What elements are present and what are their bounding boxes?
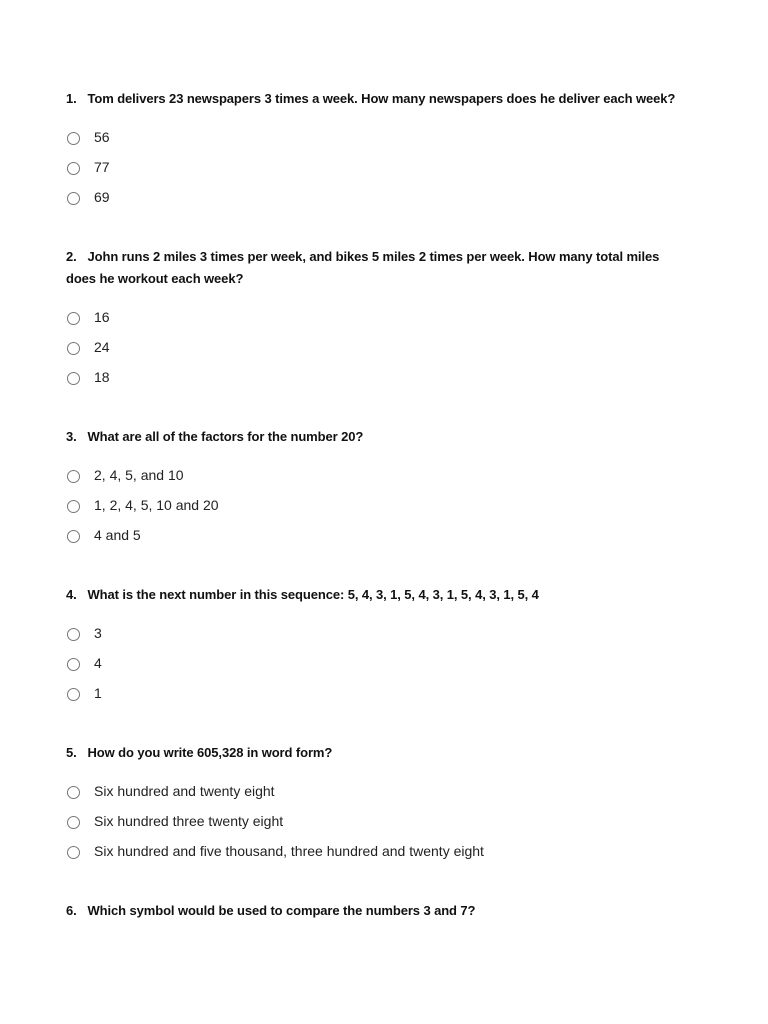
option-label: 3 xyxy=(94,625,102,641)
radio-button-icon[interactable] xyxy=(67,192,80,205)
question-text xyxy=(66,88,706,110)
option-q2-a[interactable] xyxy=(66,308,666,330)
radio-button-icon[interactable] xyxy=(67,162,80,175)
option-label: 24 xyxy=(94,339,110,355)
radio-button-icon[interactable] xyxy=(67,530,80,543)
question-prompt: What is the next number in this sequence: 5, 4, 3, 1, 5, 4, 3, 1, 5, 4, 3, 1, 5, 4 xyxy=(87,587,539,602)
radio-button-icon[interactable] xyxy=(67,816,80,829)
option-q5-b[interactable] xyxy=(66,812,666,834)
question-text xyxy=(66,246,692,290)
option-q5-c[interactable] xyxy=(66,842,666,864)
question-number: 2. xyxy=(66,249,77,264)
radio-button-icon[interactable] xyxy=(67,342,80,355)
question-prompt: John runs 2 miles 3 times per week, and bikes 5 miles 2 times per week. How many total miles does he workout each week? xyxy=(66,249,660,286)
option-label: 18 xyxy=(94,369,110,385)
option-label: 4 and 5 xyxy=(94,527,141,543)
question-number: 4. xyxy=(66,587,77,602)
question-text xyxy=(66,900,706,922)
option-label: 4 xyxy=(94,655,102,671)
question-text xyxy=(66,426,706,448)
option-q1-a[interactable] xyxy=(66,128,666,150)
question-number: 6. xyxy=(66,903,77,918)
option-label: Six hundred three twenty eight xyxy=(94,813,284,829)
option-label: Six hundred and twenty eight xyxy=(94,783,275,799)
option-label: 2, 4, 5, and 10 xyxy=(94,467,184,483)
question-text xyxy=(66,742,706,764)
option-q4-c[interactable] xyxy=(66,684,666,706)
option-q3-c[interactable] xyxy=(66,526,666,548)
radio-button-icon[interactable] xyxy=(67,132,80,145)
radio-button-icon[interactable] xyxy=(67,846,80,859)
option-q2-c[interactable] xyxy=(66,368,666,390)
option-label: 69 xyxy=(94,189,110,205)
option-label: 1, 2, 4, 5, 10 and 20 xyxy=(94,497,219,513)
radio-button-icon[interactable] xyxy=(67,372,80,385)
radio-button-icon[interactable] xyxy=(67,628,80,641)
question-text xyxy=(66,584,706,606)
option-q1-c[interactable] xyxy=(66,188,666,210)
question-number: 1. xyxy=(66,91,77,106)
option-label: 16 xyxy=(94,309,110,325)
question-number: 5. xyxy=(66,745,77,760)
option-label: Six hundred and five thousand, three hundred and twenty eight xyxy=(94,843,484,859)
option-q2-b[interactable] xyxy=(66,338,666,360)
option-q4-b[interactable] xyxy=(66,654,666,676)
option-label: 56 xyxy=(94,129,110,145)
option-q1-b[interactable] xyxy=(66,158,666,180)
radio-button-icon[interactable] xyxy=(67,500,80,513)
radio-button-icon[interactable] xyxy=(67,786,80,799)
question-prompt: How do you write 605,328 in word form? xyxy=(87,745,333,760)
question-prompt: What are all of the factors for the number 20? xyxy=(87,429,364,444)
question-prompt: Tom delivers 23 newspapers 3 times a week. How many newspapers does he deliver each week? xyxy=(87,91,676,106)
radio-button-icon[interactable] xyxy=(67,470,80,483)
question-prompt: Which symbol would be used to compare the numbers 3 and 7? xyxy=(87,903,476,918)
radio-button-icon[interactable] xyxy=(67,312,80,325)
option-q3-b[interactable] xyxy=(66,496,666,518)
option-label: 1 xyxy=(94,685,102,701)
radio-button-icon[interactable] xyxy=(67,658,80,671)
option-q3-a[interactable] xyxy=(66,466,666,488)
radio-button-icon[interactable] xyxy=(67,688,80,701)
option-q5-a[interactable] xyxy=(66,782,666,804)
question-number: 3. xyxy=(66,429,77,444)
option-label: 77 xyxy=(94,159,110,175)
option-q4-a[interactable] xyxy=(66,624,666,646)
